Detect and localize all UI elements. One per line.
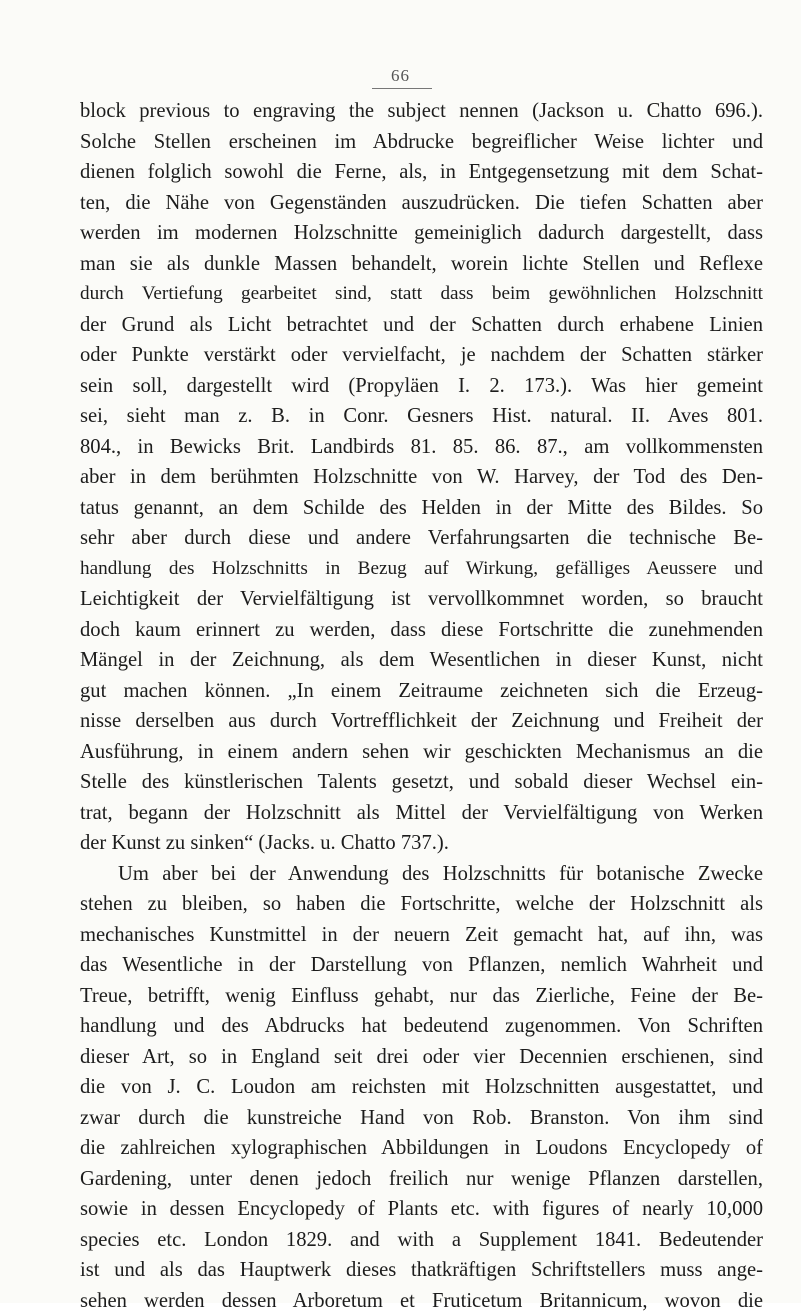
text-line: oder Punkte verstärkt oder vervielfacht, je nachdem der Schatten stärker [80, 340, 763, 371]
text-line: Gardening, unter denen jedoch freilich nur wenige Pflanzen darstellen, [80, 1164, 763, 1195]
text-line: Solche Stellen erscheinen im Abdrucke begreiflicher Weise lichter und [80, 127, 763, 158]
text-line: mechanisches Kunstmittel in der neuern Zeit gemacht hat, auf ihn, was [80, 920, 763, 951]
text-line: Mängel in der Zeichnung, als dem Wesentlichen in dieser Kunst, nicht [80, 645, 763, 676]
text-line: der Kunst zu sinken“ (Jacks. u. Chatto 737.). [80, 828, 763, 859]
text-line: sehen werden dessen Arboretum et Fruticetum Britannicum, wovon die [80, 1286, 763, 1316]
body-text [80, 96, 763, 1316]
text-line: aber in dem berühmten Holzschnitte von W. Harvey, der Tod des Den- [80, 462, 763, 493]
text-line: Stelle des künstlerischen Talents gesetzt, und sobald dieser Wechsel ein- [80, 767, 763, 798]
text-line: Um aber bei der Anwendung des Holzschnitts für botanische Zwecke [80, 859, 763, 890]
text-line: werden im modernen Holzschnitte gemeiniglich dadurch dargestellt, dass [80, 218, 763, 249]
text-line: handlung und des Abdrucks hat bedeutend zugenommen. Von Schriften [80, 1011, 763, 1042]
text-line: ist und als das Hauptwerk dieses thatkräftigen Schriftstellers muss ange- [80, 1255, 763, 1286]
text-line: zwar durch die kunstreiche Hand von Rob. Branston. Von ihm sind [80, 1103, 763, 1134]
text-line: block previous to engraving the subject nennen (Jackson u. Chatto 696.). [80, 96, 763, 127]
page-number: 66 [0, 66, 801, 86]
text-line: das Wesentliche in der Darstellung von Pflanzen, nemlich Wahrheit und [80, 950, 763, 981]
text-line: doch kaum erinnert zu werden, dass diese Fortschritte die zunehmenden [80, 615, 763, 646]
text-line: Leichtigkeit der Vervielfältigung ist vervollkommnet worden, so braucht [80, 584, 763, 615]
text-line: sei, sieht man z. B. in Conr. Gesners Hist. natural. II. Aves 801. [80, 401, 763, 432]
text-line: Treue, betrifft, wenig Einfluss gehabt, nur das Zierliche, Feine der Be- [80, 981, 763, 1012]
text-line: ten, die Nähe von Gegenständen auszudrücken. Die tiefen Schatten aber [80, 188, 763, 219]
text-line: sein soll, dargestellt wird (Propyläen I. 2. 173.). Was hier gemeint [80, 371, 763, 402]
text-line: durch Vertiefung gearbeitet sind, statt dass beim gewöhnlichen Holzschnitt [80, 279, 763, 310]
text-line: nisse derselben aus durch Vortrefflichkeit der Zeichnung und Freiheit der [80, 706, 763, 737]
text-line: Ausführung, in einem andern sehen wir geschickten Mechanismus an die [80, 737, 763, 768]
text-line: man sie als dunkle Massen behandelt, worein lichte Stellen und Reflexe [80, 249, 763, 280]
text-line: species etc. London 1829. and with a Supplement 1841. Bedeutender [80, 1225, 763, 1256]
header-rule [372, 88, 432, 89]
text-line: die von J. C. Loudon am reichsten mit Holzschnitten ausgestattet, und [80, 1072, 763, 1103]
text-line: sehr aber durch diese und andere Verfahrungsarten die technische Be- [80, 523, 763, 554]
text-line: handlung des Holzschnitts in Bezug auf Wirkung, gefälliges Aeussere und [80, 554, 763, 585]
text-line: gut machen können. „In einem Zeitraume zeichneten sich die Erzeug- [80, 676, 763, 707]
text-line: trat, begann der Holzschnitt als Mittel der Vervielfältigung von Werken [80, 798, 763, 829]
text-line: die zahlreichen xylographischen Abbildungen in Loudons Encyclopedy of [80, 1133, 763, 1164]
text-line: stehen zu bleiben, so haben die Fortschritte, welche der Holzschnitt als [80, 889, 763, 920]
text-line: der Grund als Licht betrachtet und der Schatten durch erhabene Linien [80, 310, 763, 341]
text-line: tatus genannt, an dem Schilde des Helden in der Mitte des Bildes. So [80, 493, 763, 524]
text-line: 804., in Bewicks Brit. Landbirds 81. 85. 86. 87., am vollkommensten [80, 432, 763, 463]
text-line: sowie in dessen Encyclopedy of Plants etc. with figures of nearly 10,000 [80, 1194, 763, 1225]
text-line: dienen folglich sowohl die Ferne, als, in Entgegensetzung mit dem Schat- [80, 157, 763, 188]
text-line: dieser Art, so in England seit drei oder vier Decennien erschienen, sind [80, 1042, 763, 1073]
